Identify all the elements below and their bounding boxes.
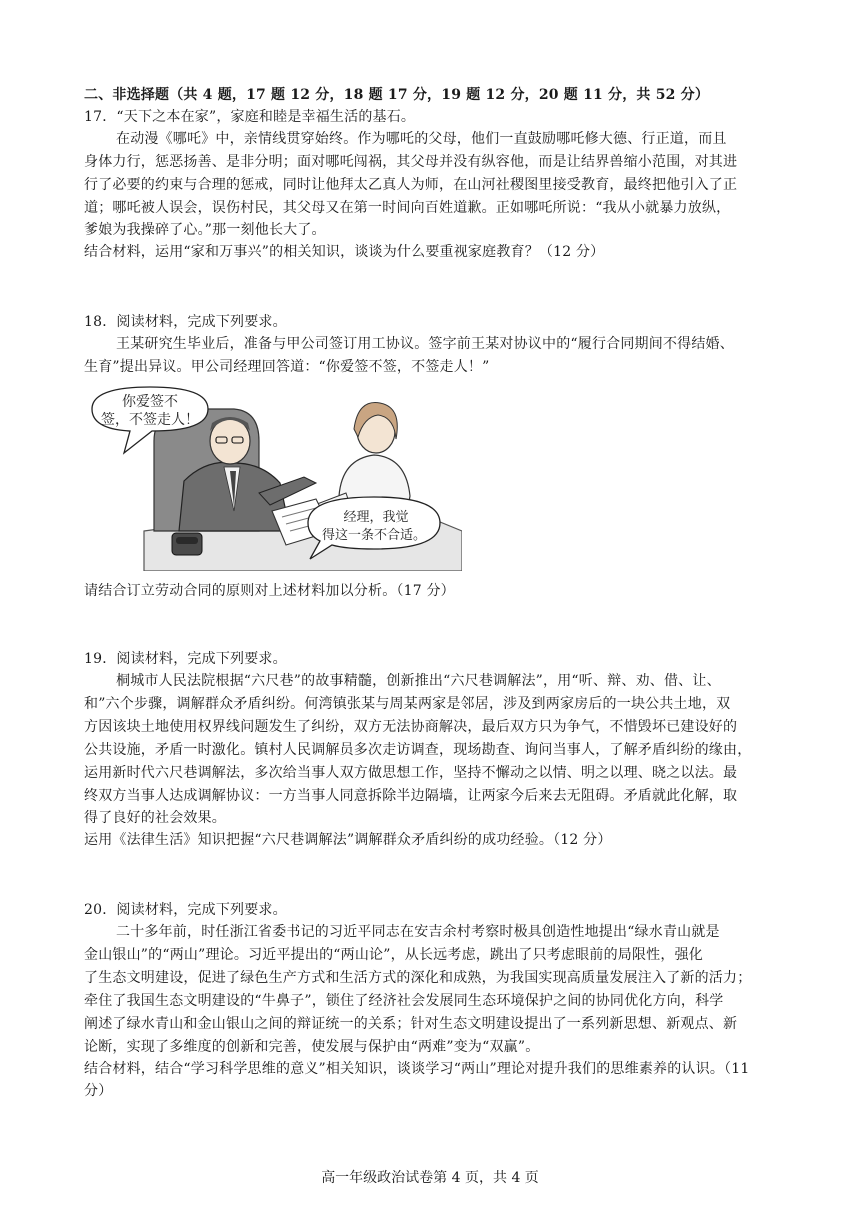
section-heading: 二、非选择题（共 4 题，17 题 12 分，18 题 17 分，19 题 12 分，20 题 11 分，共 52 分） — [84, 87, 710, 103]
bubble-manager-line2: 签，不签走人！ — [101, 411, 199, 427]
q19-material-line: 方因该块土地使用权界线问题发生了纠纷，双方无法协商解决，最后双方只为争气，不惜毁坏已建设好的 — [84, 719, 738, 735]
q19-title: 19．阅读材料，完成下列要求。 — [84, 651, 287, 667]
q17-material-line: 道；哪吒被人误会，误伤村民，其父母又在第一时间向百姓道歉。正如哪吒所说：“我从小就暴力放纵， — [84, 200, 731, 216]
q18-title: 18．阅读材料，完成下列要求。 — [84, 314, 287, 330]
q20-material-line: 论断，实现了多维度的创新和完善，使发展与保护由“两难”变为“双赢”。 — [84, 1039, 540, 1055]
q19-material-line: 运用新时代六尺巷调解法，多次给当事人双方做思想工作，坚持不懈动之以情、明之以理、晓之以法。最 — [84, 765, 738, 781]
q20-title: 20．阅读材料，完成下列要求。 — [84, 902, 287, 918]
q17-material-line: 爹娘为我操碎了心。”那一刻他长大了。 — [84, 222, 326, 238]
q19-material-line: 终双方当事人达成调解协议：一方当事人同意拆除半边隔墙，让两家今后来去无阻碍。矛盾就此化解，取 — [84, 788, 738, 804]
bubble-employee-line1: 经理，我觉 — [343, 509, 409, 524]
q20-material-line: 牵住了我国生态文明建设的“牛鼻子”，锁住了经济社会发展同生态环境保护之间的协同优化方向，科学 — [84, 993, 724, 1009]
cartoon-illustration — [84, 381, 462, 571]
q19-material-line: 得了良好的社会效果。 — [84, 810, 226, 826]
q20-question-continued: 分） — [84, 1083, 113, 1099]
q20-material-line: 二十多年前，时任浙江省委书记的习近平同志在安吉余村考察时极具创造性地提出“绿水青山就是 — [116, 924, 720, 940]
q19-material-line: 桐城市人民法院根据“六尺巷”的故事精髓，创新推出“六尺巷调解法”，用“听、辩、劝、借、让、 — [116, 673, 721, 689]
bubble-employee-line2: 得这一条不合适。 — [321, 527, 427, 542]
q17-material-line: 在动漫《哪吒》中，亲情线贯穿始终。作为哪吒的父母，他们一直鼓励哪吒修大德、行正道，而且 — [116, 131, 727, 147]
q17-question: 结合材料，运用“家和万事兴”的相关知识，谈谈为什么要重视家庭教育？（12 分） — [84, 244, 605, 260]
page-footer: 高一年级政治试卷第 4 页，共 4 页 — [321, 1170, 539, 1186]
bubble-manager-line1: 你爱签不 — [122, 393, 178, 409]
q19-material-line: 和”六个步骤，调解群众矛盾纠纷。何湾镇张某与周某两家是邻居，涉及到两家房后的一块公共土地，双 — [84, 696, 731, 712]
q18-question: 请结合订立劳动合同的原则对上述材料加以分析。（17 分） — [84, 583, 455, 599]
q17-title: 17．“天下之本在家”，家庭和睦是幸福生活的基石。 — [84, 109, 416, 125]
q18-material-line: 王某研究生毕业后，准备与甲公司签订用工协议。签字前王某对协议中的“履行合同期间不得结婚、 — [116, 336, 734, 352]
q19-material-line: 公共设施，矛盾一时激化。镇村人民调解员多次走访调查，现场勘查、询问当事人，了解矛盾纠纷的缘由， — [84, 742, 752, 758]
q17-material-line: 身体力行，惩恶扬善、是非分明；面对哪吒闯祸，其父母并没有纵容他，而是让结界兽缩小范围，对其进 — [84, 154, 738, 170]
q17-material-line: 行了必要的约束与合理的惩戒，同时让他拜太乙真人为师，在山河社稷图里接受教育，最终把他引入了正 — [84, 177, 738, 193]
q20-material-line: 金山银山”的“两山”理论。习近平提出的“两山论”，从长远考虑，跳出了只考虑眼前的局限性，强化 — [84, 947, 703, 963]
q18-material-line: 生育”提出异议。甲公司经理回答道：“你爱签不签，不签走人！” — [84, 359, 490, 375]
q19-question: 运用《法律生活》知识把握“六尺巷调解法”调解群众矛盾纠纷的成功经验。（12 分） — [84, 832, 612, 848]
q20-question: 结合材料，结合“学习科学思维的意义”相关知识，谈谈学习“两山”理论对提升我们的思维素养的认识。（11 — [84, 1061, 750, 1077]
q20-material-line: 阐述了绿水青山和金山银山之间的辩证统一的关系；针对生态文明建设提出了一系列新思想、新观点、新 — [84, 1016, 738, 1032]
q20-material-line: 了生态文明建设，促进了绿色生产方式和生活方式的深化和成熟，为我国实现高质量发展注入了新的活力； — [84, 970, 752, 986]
